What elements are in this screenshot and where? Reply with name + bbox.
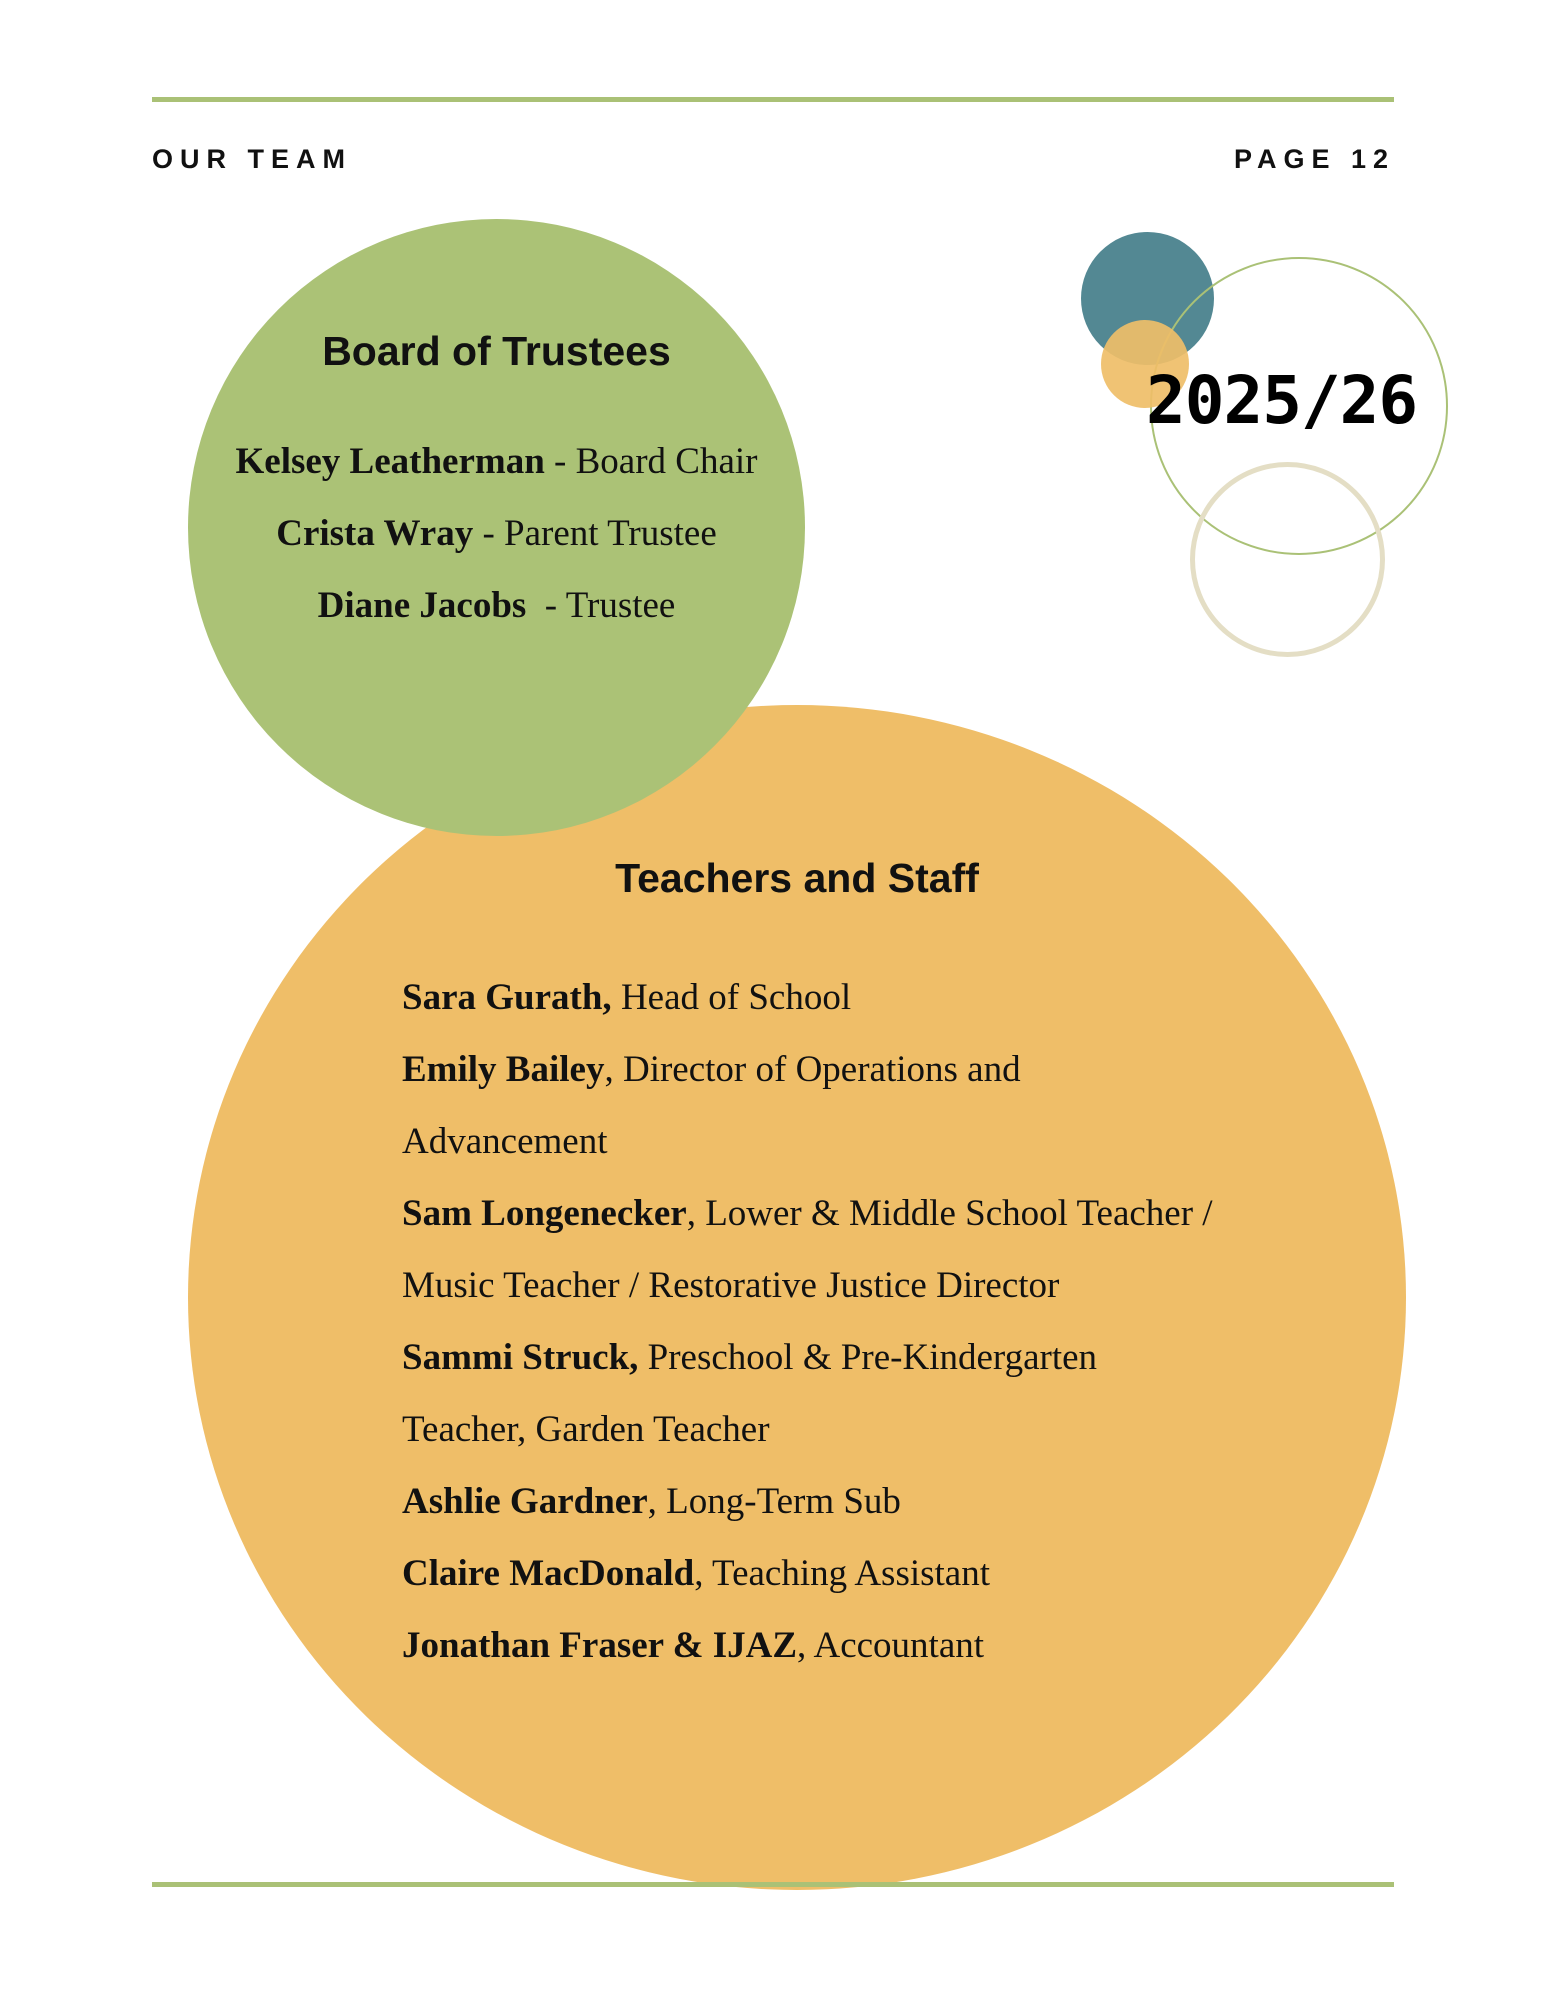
member-name: Sam Longenecker [402, 1193, 687, 1234]
staff-member [402, 1034, 1102, 1178]
board-member [188, 582, 805, 654]
member-role: , Director of Operations and Advancement [402, 1049, 1021, 1162]
board-list [188, 438, 805, 654]
member-role: , Long-Term Sub [647, 1481, 901, 1522]
school-year: 2025/26 [1146, 362, 1418, 439]
member-role: , Teaching Assistant [694, 1553, 991, 1594]
bottom-divider [152, 1882, 1394, 1887]
staff-member [402, 1178, 1312, 1322]
member-name: Claire MacDonald [402, 1553, 695, 1594]
member-name: Emily Bailey [402, 1049, 605, 1090]
board-member [188, 438, 805, 510]
staff-member [402, 1538, 1312, 1610]
decorative-beige-ring [1190, 462, 1385, 657]
top-divider [152, 97, 1394, 102]
member-separator: - [473, 513, 505, 554]
board-member [188, 510, 805, 582]
member-name: Diane Jacobs [317, 585, 527, 626]
member-name: Ashlie Gardner [402, 1481, 648, 1522]
member-role: Preschool & Pre-Kindergarten Teacher, Garden Teacher [402, 1337, 1098, 1450]
member-role: Head of School [611, 977, 852, 1018]
member-name: Kelsey Leatherman [235, 441, 545, 482]
member-separator: - [544, 441, 576, 482]
staff-member [402, 1610, 1312, 1682]
member-role: Board Chair [575, 441, 758, 482]
staff-member [402, 1466, 1312, 1538]
member-name: Sammi Struck, [402, 1337, 639, 1378]
member-name: Jonathan Fraser & IJAZ [402, 1625, 798, 1666]
member-role: Parent Trustee [504, 513, 717, 554]
member-role: Trustee [565, 585, 676, 626]
member-separator: - [526, 585, 566, 626]
section-label: OUR TEAM [152, 144, 352, 174]
member-name: Sara Gurath, [402, 977, 612, 1018]
member-role: , Lower & Middle School Teacher / Music Teacher / Restorative Justice Director [402, 1193, 1213, 1306]
staff-list [402, 962, 1312, 1682]
member-role: , Accountant [797, 1625, 985, 1666]
staff-title: Teachers and Staff [615, 855, 979, 901]
page-number: PAGE 12 [1233, 144, 1395, 174]
member-name: Crista Wray [276, 513, 474, 554]
staff-member [402, 962, 1312, 1034]
board-title: Board of Trustees [322, 328, 671, 374]
staff-member [402, 1322, 1162, 1466]
